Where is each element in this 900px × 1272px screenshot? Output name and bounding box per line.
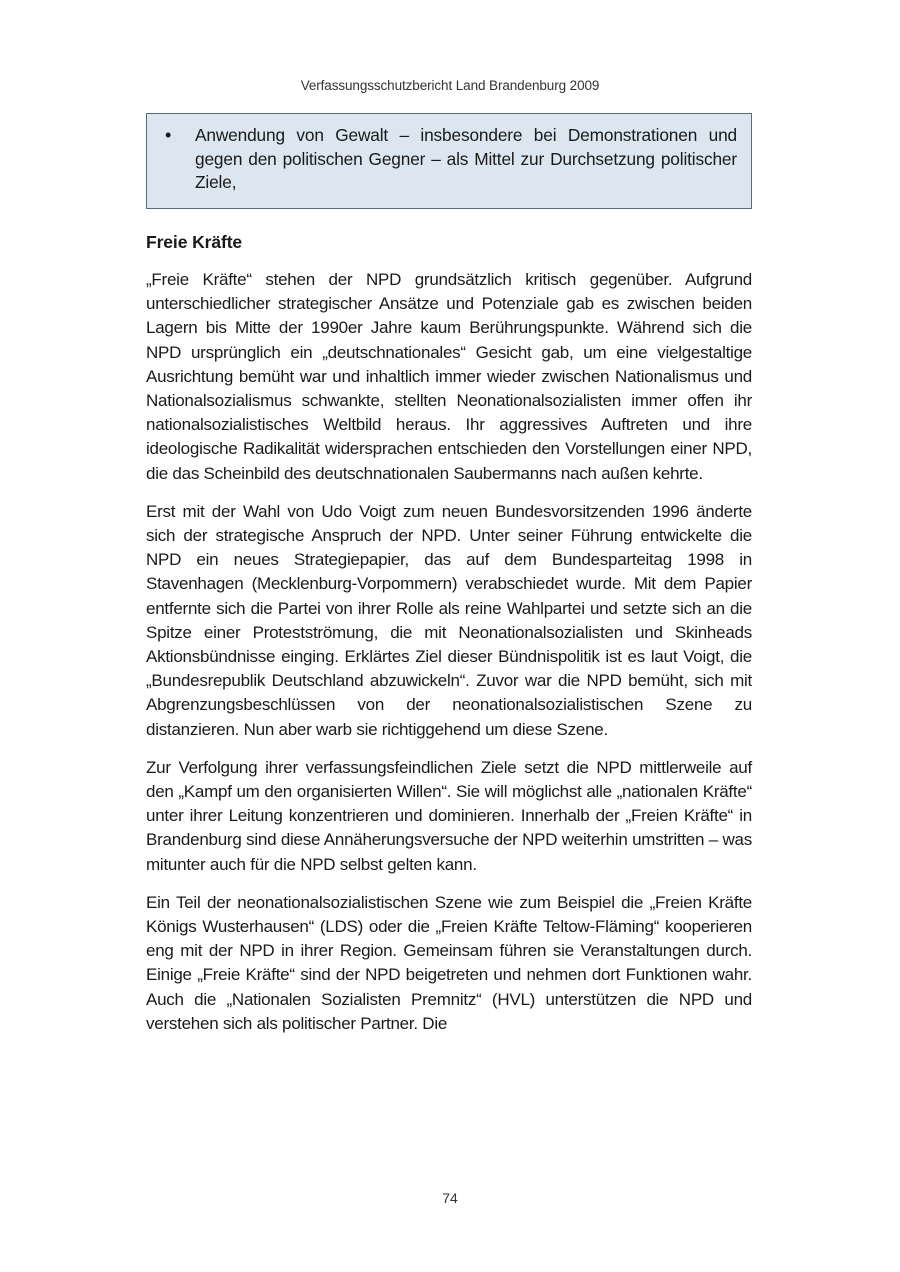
definition-box-text: Anwendung von Gewalt – insbesondere bei Demonstrationen und gegen den politischen Gegner – als Mittel zur Durchsetzung politischer Ziele, xyxy=(195,125,737,192)
section-heading: Freie Kräfte xyxy=(146,232,243,252)
running-header: Verfassungsschutzbericht Land Brandenburg 2009 xyxy=(300,78,600,93)
paragraph: Erst mit der Wahl von Udo Voigt zum neuen Bundesvorsitzenden 1996 änderte sich der strategische Anspruch der NPD. Unter seiner Führung entwickelte die NPD ein neues Strategiepapier, das auf dem Bundesparteitag 1998 in Stavenhagen (Mecklenburg-Vorpommern) verabschiedet wurde. Mit dem Papier entfernte sich die Partei von ihrer Rolle als reine Wahlpartei und setzte sich an die Spitze einer Protestströmung, die mit Neonationalsozialisten und Skinheads Aktionsbündnisse einging. Erklärtes Ziel dieser Bündnispolitik ist es laut Voigt, die „Bundesrepublik Deutschland abzuwickeln“. Zuvor war die NPD bemüht, sich mit Abgrenzungsbeschlüssen von der neonationalsozialistischen Szene zu distanzieren. Nun aber warb sie richtiggehend um diese Szene. xyxy=(146,501,752,739)
page-number: 74 xyxy=(442,1190,458,1206)
paragraph: Ein Teil der neonationalsozialistischen Szene wie zum Beispiel die „Freien Kräfte Königs Wusterhausen“ (LDS) oder die „Freien Kräfte Teltow-Fläming“ kooperieren eng mit der NPD in ihrer Region. Gemeinsam führen sie Veranstaltungen durch. Einige „Freie Kräfte“ sind der NPD beigetreten und nehmen dort Funktionen wahr. Auch die „Nationalen Sozialisten Premnitz“ (HVL) unterstützen die NPD und verstehen sich als politischer Partner. Die xyxy=(146,892,752,1033)
paragraph: „Freie Kräfte“ stehen der NPD grundsätzlich kritisch gegenüber. Aufgrund unterschiedlicher strategischer Ansätze und Potenziale gab es zwischen beiden Lagern bis Mitte der 1990er Jahre kaum Berührungspunkte. Während sich die NPD ursprünglich ein „deutschnationales“ Gesicht gab, um eine vielgestaltige Ausrichtung bemüht war und inhaltlich immer wieder zwischen Nationalismus und Nationalsozialismus schwankte, stellten Neonationalsozialisten immer offen ihr nationalsozialistisches Weltbild heraus. Ihr aggressives Auftreten und ihre ideologische Radikalität widersprachen entschieden den Vorstellungen einer NPD, die das Scheinbild des deutschnationalen Saubermanns nach außen kehrte. xyxy=(146,270,752,483)
body-text xyxy=(146,268,752,1050)
paragraph: Zur Verfolgung ihrer verfassungsfeindlichen Ziele setzt die NPD mittlerweile auf den „Kampf um den organisierten Willen“. Sie will möglichst alle „nationalen Kräfte“ unter ihrer Leitung konzentrieren und dominieren. Innerhalb der „Freien Kräfte“ in Brandenburg sind diese Annäherungsversuche der NPD weiterhin umstritten – was mitunter auch für die NPD selbst gelten kann. xyxy=(146,757,752,874)
definition-box xyxy=(146,113,752,209)
bullet-marker: • xyxy=(165,125,172,145)
